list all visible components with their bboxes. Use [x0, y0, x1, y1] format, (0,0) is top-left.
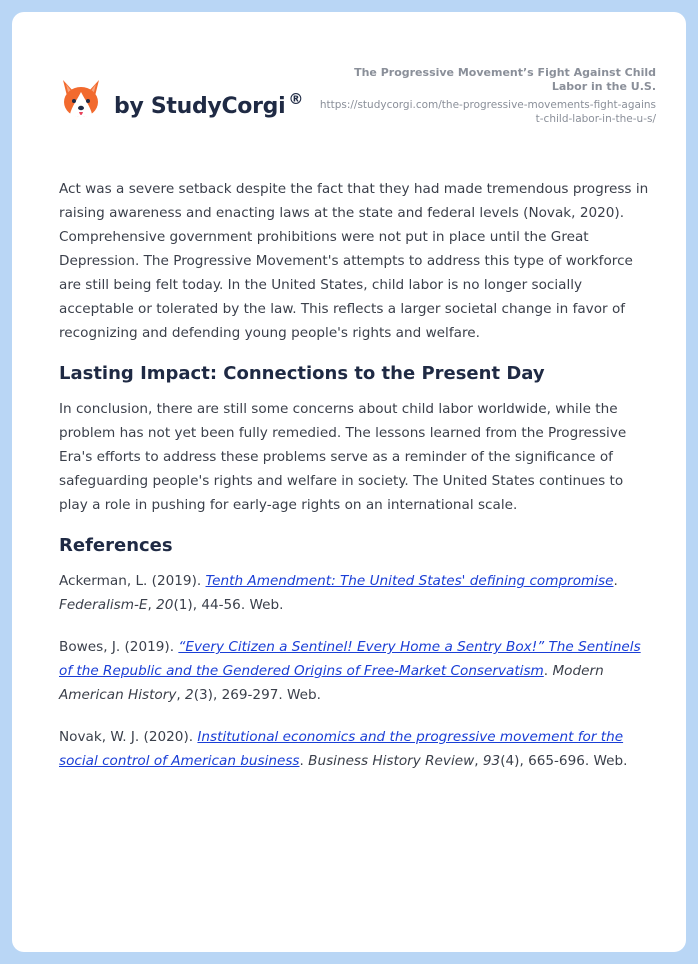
reference-item: Bowes, J. (2019). “Every Citizen a Sentinel! Every Home a Sentry Box!” The Sentinels of the Republic and the Gendered Origins of Free-Market Conservatism. Modern American History, 2(3), 269-297. Web.	[59, 639, 641, 703]
references-heading: References	[59, 535, 173, 556]
corgi-logo-icon	[60, 78, 102, 122]
intro-paragraph: Act was a severe setback despite the fact that they had made tremendous progress in raising awareness and enacting laws at the state and federal levels (Novak, 2020). Comprehensive government prohibitions were not put in place until the Great Depression. The Progressive Movement's attempts to address this type of workforce are still being felt today. In the United States, child labor is no longer socially acceptable or tolerated by the law. This reflects a larger societal change in favor of recognizing and defending young people's rights and welfare.	[59, 181, 649, 341]
reference-link[interactable]: “Every Citizen a Sentinel! Every Home a Sentry Box!” The Sentinels of the Republic and the Gendered Origins of Free-Market Conservatism	[59, 639, 641, 679]
section-heading: Lasting Impact: Connections to the Present Day	[59, 363, 545, 384]
reference-link[interactable]: Tenth Amendment: The United States' defining compromise	[205, 573, 614, 589]
studycorgi-logo[interactable]	[60, 78, 303, 122]
document-header	[316, 66, 656, 126]
conclusion-paragraph: In conclusion, there are still some concerns about child labor worldwide, while the problem has not yet been fully remedied. The lessons learned from the Progressive Era's efforts to address these problems serve as a reminder of the significance of safeguarding people's rights and welfare in society. The United States continues to play a role in pushing for early-age rights on an international scale.	[59, 401, 627, 513]
document-page	[12, 12, 686, 952]
document-url[interactable]: https://studycorgi.com/the-progressive-movements-fight-against-child-labor-in-the-u-s/	[319, 99, 656, 125]
reference-link[interactable]: Institutional economics and the progressive movement for the social control of American business	[59, 729, 624, 769]
reference-item: Ackerman, L. (2019). Tenth Amendment: The United States' defining compromise. Federalism-E, 20(1), 44-56. Web.	[59, 573, 618, 613]
brand-name: by StudyCorgi ®	[114, 89, 304, 119]
document-content	[59, 177, 654, 791]
document-title: The Progressive Movement’s Fight Against Child Labor in the U.S.	[354, 66, 656, 93]
reference-item: Novak, W. J. (2020). Institutional economics and the progressive movement for the social control of American business. Business History Review, 93(4), 665-696. Web.	[59, 729, 628, 769]
